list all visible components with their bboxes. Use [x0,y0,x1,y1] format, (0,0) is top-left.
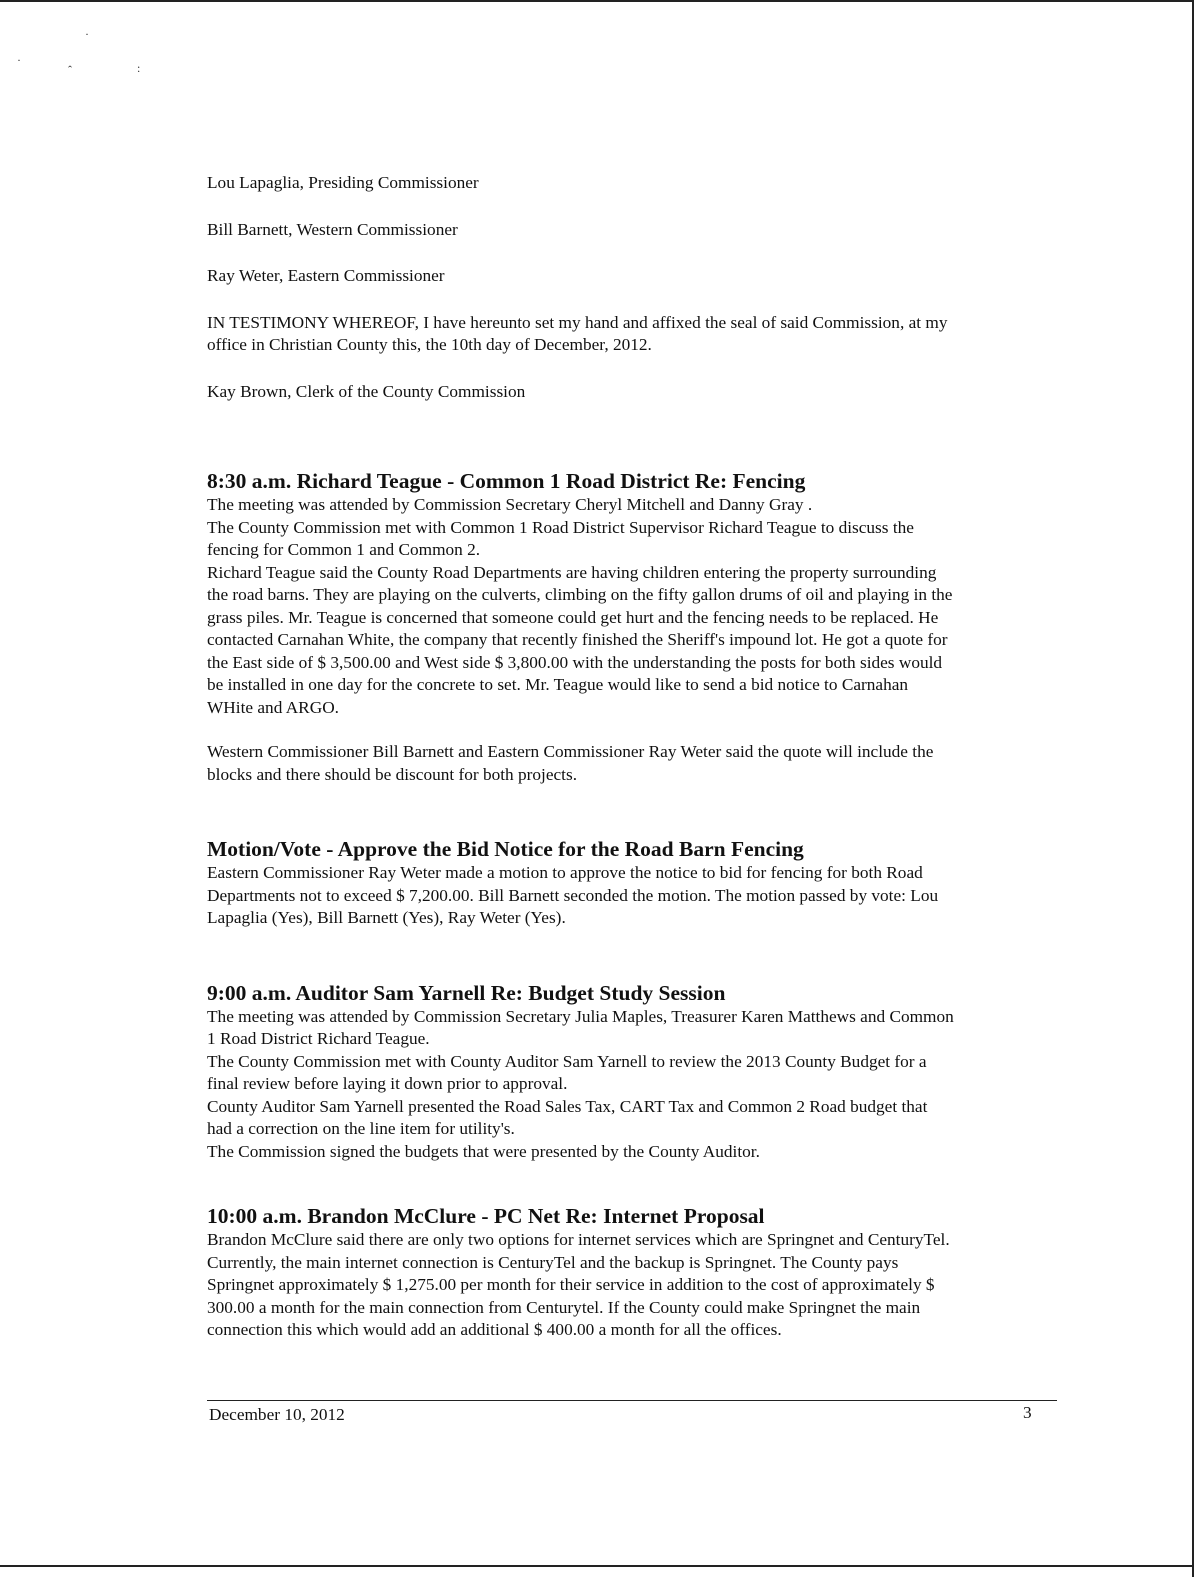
scan-speck: ˆ [68,63,72,77]
section-fencing [207,468,1067,786]
footer-date: December 10, 2012 [209,1405,345,1424]
section-internet-proposal [207,1203,1067,1342]
page-top-border [0,0,1194,2]
clerk-signature: Kay Brown, Clerk of the County Commission [207,381,526,401]
section-motion-vote [207,836,1067,930]
section-heading: 9:00 a.m. Auditor Sam Yarnell Re: Budget Study Session [207,980,726,1005]
section-paragraph: Brandon McClure said there are only two options for internet services which are Springnet and CenturyTel. Currently, the main internet connection is CenturyTel and the backup is Springnet. The County pays Springnet approximately $ 1,275.00 per month for their service in addition to the cost of approximately $ 300.00 a month for the main connection from Centurytel. If the County could make Springnet the main connection this which would add an additional $ 400.00 a month for all the offices. [207,1230,950,1339]
section-heading: Motion/Vote - Approve the Bid Notice for the Road Barn Fencing [207,837,804,861]
scan-speck: : [137,61,141,75]
section-heading: 10:00 a.m. Brandon McClure - PC Net Re: Internet Proposal [207,1204,765,1228]
testimony-statement: IN TESTIMONY WHEREOF, I have hereunto set my hand and affixed the seal of said Commission, at my office in Christian County this, the 10th day of December, 2012. [207,312,948,354]
section-paragraph: The meeting was attended by Commission Secretary Julia Maples, Treasurer Karen Matthews and Common 1 Road District Richard Teague. The County Commission met with County Auditor Sam Yarnell to review the 2013 County Budget for a final review before laying it down prior to approval. County Auditor Sam Yarnell presented the Road Sales Tax, CART Tax and Common 2 Road budget that had a correction on the line item for utility's. The Commission signed the budgets that were presented by the County Auditor. [207,1006,954,1161]
section-paragraph: Eastern Commissioner Ray Weter made a motion to approve the notice to bid for fencing for both Road Departments not to exceed $ 7,200.00. Bill Barnett seconded the motion. The motion passed by vote: Lou Lapaglia (Yes), Bill Barnett (Yes), Ray Weter (Yes). [207,863,939,927]
signer-western: Bill Barnett, Western Commissioner [207,219,458,239]
signer-eastern: Ray Weter, Eastern Commissioner [207,266,445,285]
page-number: 3 [1023,1403,1032,1422]
scan-speck: · [17,53,21,67]
signer-presiding: Lou Lapaglia, Presiding Commissioner [207,173,479,192]
page-right-border [1192,0,1194,1577]
section-budget-study [207,980,1067,1164]
section-paragraph: The meeting was attended by Commission Secretary Cheryl Mitchell and Danny Gray . The County Commission met with Common 1 Road District Supervisor Richard Teague to discuss the fencing for Common 1 and Common 2. Richard Teague said the County Road Departments are having children entering the property surrounding the road barns. They are playing on the culverts, climbing on the fifty gallon drums of oil and playing in the grass piles. Mr. Teague is concerned that someone could get hurt and the fencing needs to be replaced. He contacted Carnahan White, the company that recently finished the Sheriff's impound lot. He got a quote for the East side of $ 3,500.00 and West side $ 3,800.00 with the understanding the posts for both sides would be installed in one day for the concrete to set. Mr. Teague would like to send a bid notice to Carnahan WHite and ARGO. [207,495,953,717]
scan-speck: · [85,27,89,41]
footer-divider [207,1400,1057,1401]
document-body [207,172,1067,1342]
section-paragraph: Western Commissioner Bill Barnett and Eastern Commissioner Ray Weter said the quote will include the blocks and there should be discount for both projects. [207,742,934,784]
page-bottom-border [0,1565,1194,1567]
section-heading: 8:30 a.m. Richard Teague - Common 1 Road District Re: Fencing [207,469,806,493]
